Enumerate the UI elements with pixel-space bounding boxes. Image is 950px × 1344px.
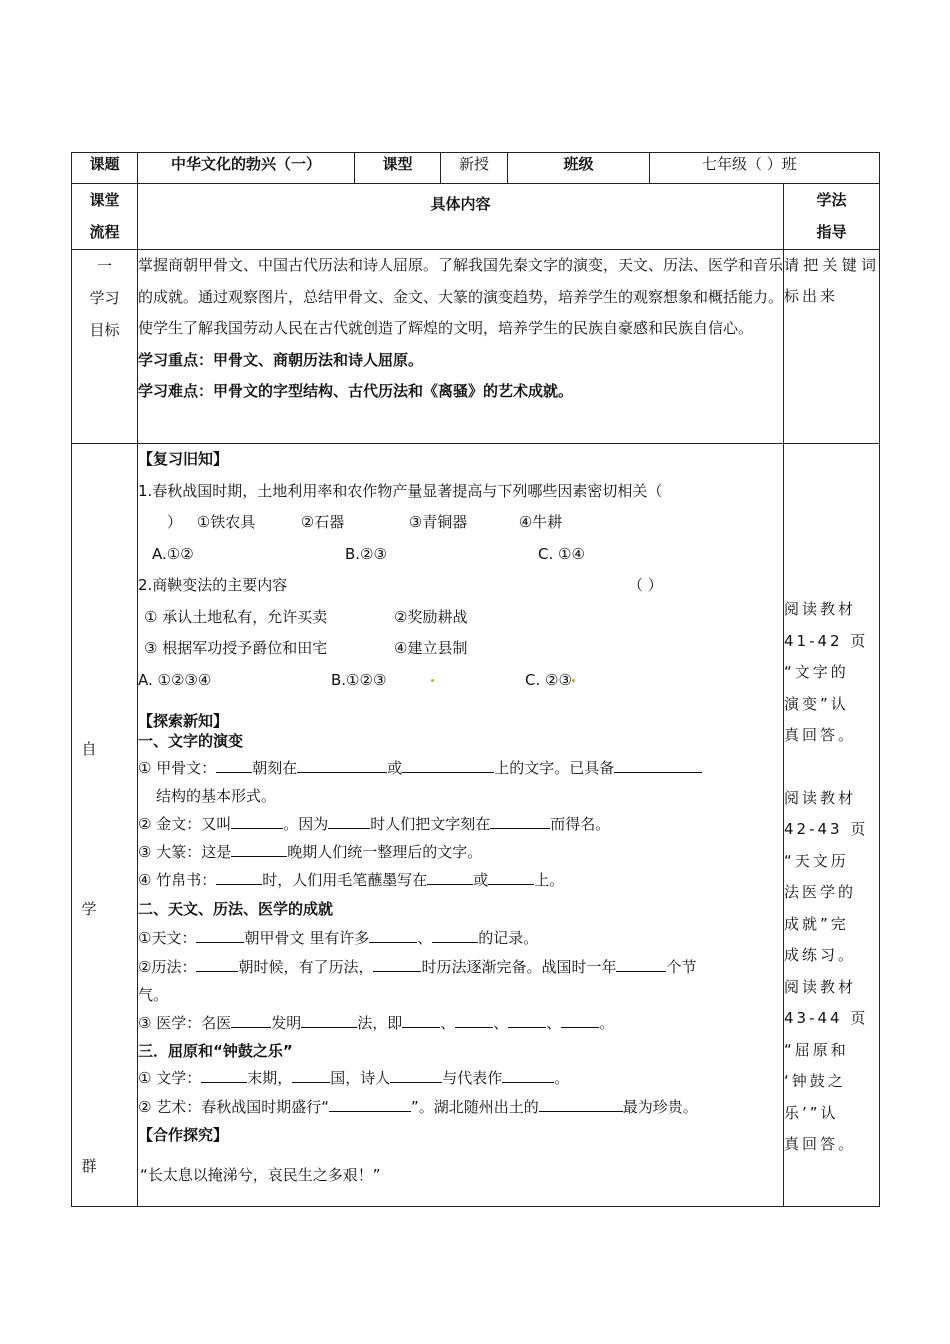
s2-b2: 朝时候，有了历法，	[238, 958, 374, 976]
s3-line-a	[138, 1064, 783, 1093]
guide-line	[784, 752, 879, 783]
explore-title: 【探索新知】	[138, 712, 229, 730]
blank[interactable]	[201, 1067, 247, 1083]
blank[interactable]	[328, 813, 370, 829]
s1-line-d	[138, 866, 783, 894]
q2-item-4: ④建立县制	[394, 639, 468, 657]
s1-b2: 。因为	[283, 815, 329, 833]
blank[interactable]	[231, 1012, 271, 1028]
s1-d1: ④ 竹帛书：	[138, 871, 217, 889]
q2-items-1	[138, 602, 783, 634]
blank[interactable]	[402, 757, 494, 773]
blank[interactable]	[369, 927, 417, 943]
q2-paren: （ ）	[628, 576, 663, 594]
q2-line	[138, 570, 783, 602]
s1-b1: ② 金文：又叫	[138, 815, 232, 833]
guide-line: 阅读教材	[784, 600, 857, 618]
s3-b1: ② 艺术：春秋战国时期盛行“	[138, 1098, 329, 1116]
s3-b3: 最为珍贵。	[622, 1098, 698, 1116]
label-type: 课型	[355, 153, 441, 184]
guide-line: 演变”认	[784, 694, 849, 713]
s2-line-b	[138, 953, 783, 982]
coop-title: 【合作探究】	[138, 1126, 229, 1144]
guide-line: “天文历	[784, 851, 849, 870]
guide-line: 乐’”认	[784, 1103, 839, 1122]
blank[interactable]	[502, 1067, 554, 1083]
goals-text: 掌握商朝甲骨文、中国古代历法和诗人屈原。了解我国先秦文字的演变，天文、历法、医学和音乐的成就。通过观察图片，总结甲骨文、金文、大篆的演变趋势，培养学生的观察想象和概括能力。使学生了解我国劳动人民在古代就创造了辉煌的文明，培养学生的民族自豪感和民族自信心。	[138, 256, 784, 337]
q2-item-1: ① 承认土地私有，允许买卖	[144, 607, 328, 626]
lesson-table	[71, 152, 880, 1207]
goals-label-2: 学习	[89, 289, 120, 307]
q2-options	[138, 665, 783, 697]
q1-option-a: A.①②	[152, 544, 194, 563]
col-guide-line1: 学法	[816, 191, 847, 209]
blank[interactable]	[329, 1096, 411, 1112]
goals-label-1: 一	[96, 257, 112, 275]
s2-a2: 朝甲骨文 里有许多	[244, 929, 370, 947]
guide-line: 真回答。	[784, 1135, 857, 1153]
s3-a2: 末期，	[247, 1069, 293, 1087]
s1-line-c	[138, 838, 783, 866]
col-flow	[72, 184, 138, 250]
lesson-type: 新授	[441, 153, 508, 184]
guide-line: ‘钟鼓之	[784, 1072, 846, 1090]
q1-item-1: ①铁农具	[196, 513, 256, 531]
s1-b4: 而得名。	[550, 815, 611, 833]
s2-a4: 的记录。	[478, 929, 539, 947]
goals-row	[72, 250, 880, 444]
guide-line: 成练习。	[784, 946, 857, 964]
s3-line-b	[138, 1093, 783, 1122]
guide-line: 41-42 页	[784, 631, 869, 650]
guide-line: 法医学的	[784, 883, 857, 901]
s2-c7: 。	[599, 1014, 615, 1032]
col-guide-line2: 指导	[816, 223, 847, 241]
s1-a5: 结构的基本形式。	[156, 787, 277, 805]
blank[interactable]	[231, 841, 287, 857]
blank[interactable]	[561, 1012, 599, 1028]
goals-guide: 请把关键词标出来	[784, 250, 880, 444]
s1-c2: 晚期人们统一整理后的文字。	[287, 843, 483, 861]
s2-b3: 时历法逐渐完备。战国时一年	[421, 958, 617, 976]
self-study-label-2: 学	[81, 900, 97, 918]
s1-a1: ① 甲骨文：	[138, 759, 217, 777]
s2-c4: 、	[440, 1014, 456, 1032]
s1-d4: 上。	[534, 871, 565, 889]
s3-title: 三．屈原和“钟鼓之乐”	[138, 1042, 293, 1060]
goals-label-3: 目标	[89, 321, 120, 339]
guide-line: 43-44 页	[784, 1009, 869, 1027]
guide-line: 阅读教材	[784, 977, 857, 996]
blank[interactable]	[297, 757, 387, 773]
q2-items-2	[138, 633, 783, 665]
q2-item-3: ③ 根据军功授予爵位和田宅	[144, 639, 328, 657]
blank[interactable]	[616, 956, 666, 972]
self-study-label-cell	[72, 444, 138, 1207]
label-title: 课题	[72, 153, 138, 184]
self-study-content	[138, 444, 784, 1207]
s2-title: 二、天文、历法、医学的成就	[138, 900, 334, 918]
blank[interactable]	[488, 869, 534, 885]
s2-c3: 法，即	[357, 1014, 403, 1032]
blank[interactable]	[231, 813, 283, 829]
goals-content	[138, 250, 784, 444]
blank[interactable]	[301, 1012, 357, 1028]
blank[interactable]	[490, 813, 550, 829]
col-content: 具体内容	[138, 184, 784, 250]
s2-a3: 、	[417, 929, 433, 947]
key-points: 学习重点：甲骨文、商朝历法和诗人屈原。	[138, 350, 424, 369]
col-flow-line2: 流程	[89, 223, 120, 241]
q1-options	[138, 539, 783, 571]
self-study-guide	[784, 444, 880, 1207]
blank[interactable]	[216, 869, 262, 885]
mark-dot	[431, 679, 434, 682]
difficulties: 学习难点：甲骨文的字型结构、古代历法和《离骚》的艺术成就。	[138, 382, 574, 400]
guide-line: 阅读教材	[784, 788, 857, 807]
s1-a4: 上的文字。已具备	[494, 759, 615, 777]
blank[interactable]	[508, 1012, 546, 1028]
spacer	[138, 696, 783, 712]
q1-item-3: ③青铜器	[408, 513, 468, 531]
label-class: 班级	[508, 153, 650, 184]
s1-a3: 或	[387, 759, 403, 777]
s2-c5: 、	[493, 1014, 509, 1032]
column-header-row	[72, 184, 880, 250]
s3-a3: 国，诗人	[330, 1069, 391, 1087]
s1-title: 一、文字的演变	[138, 732, 244, 750]
goals-label	[72, 250, 138, 444]
guide-line: 成就”完	[784, 914, 849, 933]
blank[interactable]	[427, 869, 473, 885]
s1-c1: ③ 大篆：这是	[138, 843, 232, 861]
s3-a5: 。	[554, 1069, 570, 1087]
s3-a4: 与代表作	[442, 1069, 503, 1087]
s2-c1: ③ 医学：名医	[138, 1014, 232, 1032]
guide-line: 真回答。	[784, 726, 857, 744]
guide-line: “文字的	[784, 663, 849, 681]
guide-line: “屈原和	[784, 1040, 849, 1059]
self-study-row	[72, 444, 880, 1207]
blank[interactable]	[196, 927, 244, 943]
s1-d2: 时，人们用毛笔蘸墨写在	[262, 871, 428, 889]
blank[interactable]	[196, 956, 238, 972]
blank[interactable]	[216, 757, 252, 773]
s2-b4: 个节	[666, 958, 697, 976]
s2-line-c	[138, 1008, 783, 1038]
blank[interactable]	[390, 1067, 442, 1083]
s3-a1: ① 文学：	[138, 1069, 202, 1087]
blank[interactable]	[292, 1067, 330, 1083]
s3-b2: ”。湖北随州出土的	[411, 1098, 539, 1116]
q2-option-a: A. ①②③④	[138, 670, 212, 689]
q1-option-c: C. ①④	[538, 544, 585, 563]
blank[interactable]	[432, 927, 478, 943]
s2-b1: ②历法：	[138, 958, 197, 976]
self-study-label-3: 群	[81, 1157, 97, 1175]
mark-dot	[572, 679, 575, 682]
blank[interactable]	[402, 1012, 440, 1028]
s1-b3: 时人们把文字刻在	[370, 815, 491, 833]
s2-line-a	[138, 924, 783, 953]
s2-b5: 气。	[138, 986, 169, 1004]
q1-item-4: ④牛耕	[518, 513, 563, 531]
q1-cont: ）	[166, 513, 182, 531]
s1-line-a	[138, 754, 783, 782]
q2-option-b: B.①②③	[331, 670, 387, 689]
q1-stem: 1.春秋战国时期，土地利用率和农作物产量显著提高与下列哪些因素密切相关（	[138, 481, 663, 500]
blank[interactable]	[373, 956, 421, 972]
s2-a1: ①天文：	[138, 929, 197, 947]
blank[interactable]	[614, 757, 702, 773]
header-row	[72, 153, 880, 184]
col-guide	[784, 184, 880, 250]
lesson-title: 中华文化的勃兴（一）	[138, 153, 355, 184]
s2-c6: 、	[546, 1014, 562, 1032]
col-flow-line1: 课堂	[89, 191, 120, 209]
s2-c2: 发明	[271, 1014, 302, 1032]
q1-item-2: ②石器	[300, 513, 345, 531]
blank[interactable]	[539, 1096, 623, 1112]
class-value: 七年级（ ）班	[650, 153, 880, 184]
blank[interactable]	[455, 1012, 493, 1028]
quote: “长太息以掩涕兮，哀民生之多艰！”	[140, 1166, 381, 1184]
self-study-label-1: 自	[81, 740, 97, 758]
s1-line-b	[138, 810, 783, 838]
s1-a2: 朝刻在	[252, 759, 298, 777]
q1-items	[138, 507, 783, 539]
review-title: 【复习旧知】	[138, 450, 229, 468]
guide-line: 42-43 页	[784, 820, 869, 838]
q2-option-c: C. ②③	[525, 670, 572, 689]
s1-d3: 或	[473, 871, 489, 889]
q1-option-b: B.②③	[345, 544, 387, 563]
q2-item-2: ②奖励耕战	[394, 607, 468, 626]
q2-stem: 2.商鞅变法的主要内容	[138, 576, 288, 594]
